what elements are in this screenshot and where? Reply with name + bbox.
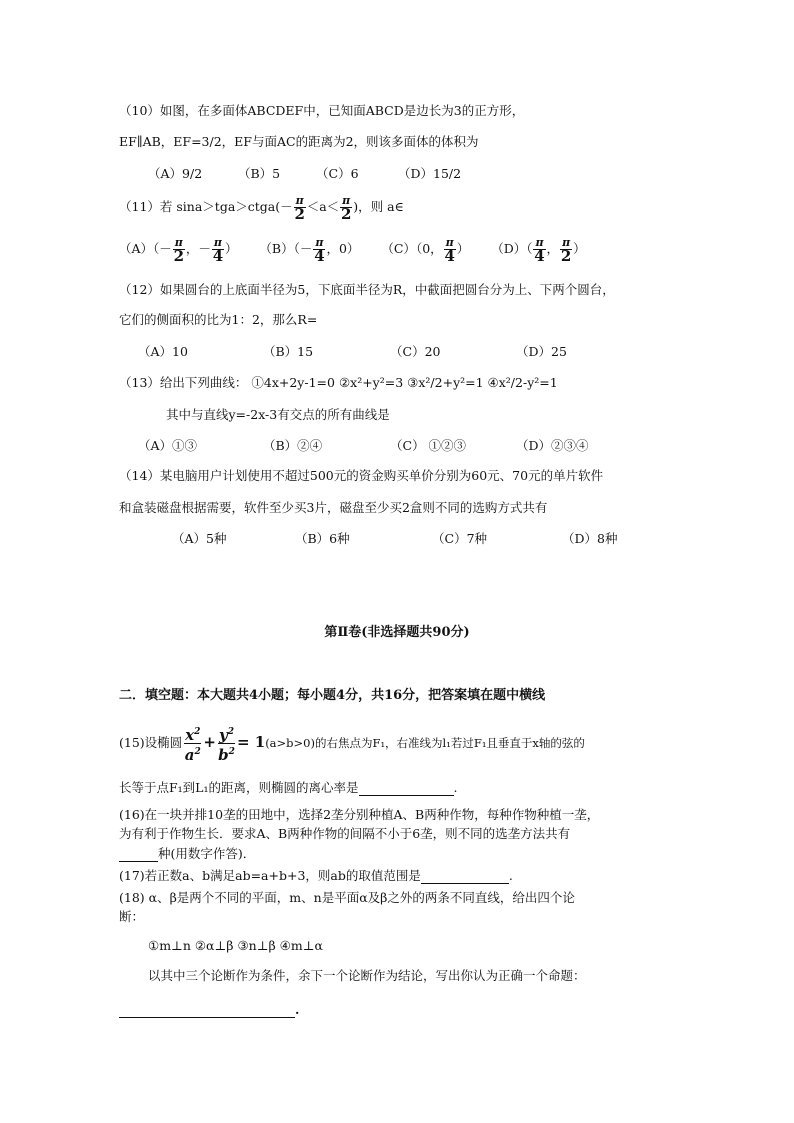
answer-blank-16[interactable] bbox=[119, 849, 158, 862]
q13-option-c: （C） ①②③ bbox=[390, 438, 467, 453]
q12-option-d: （D）25 bbox=[516, 344, 567, 359]
q14-line2: 和盒装磁盘根据需要，软件至少买3片，磁盘至少买2盒则不同的选购方式共有 bbox=[119, 500, 548, 515]
q11-options bbox=[119, 233, 586, 265]
q13-option-a: （A）①③ bbox=[138, 438, 198, 453]
q11-option-a: （A）（－ $\frac{\pi}{2}$ ，－ $\frac{\pi}{4}$ ） bbox=[119, 236, 238, 265]
q12-option-a: （A）10 bbox=[138, 344, 188, 359]
q14-option-d: （D）8种 bbox=[562, 531, 618, 546]
answer-blank-18[interactable] bbox=[119, 1005, 295, 1018]
part2-title: 第Ⅱ卷(非选择题共90分) bbox=[324, 625, 470, 640]
q10-option-b: （B）5 bbox=[238, 166, 281, 181]
equals-one: = 1 bbox=[236, 733, 266, 751]
q15-line2: 长等于点F₁到L₁的距离，则椭圆的离心率是 . bbox=[119, 780, 458, 795]
q15-condition: (a>b>0)的右焦点为F₁，右准线为l₁若过F₁且垂直于x轴的弦的 bbox=[265, 736, 585, 750]
q11-option-b: （B）（－ $\frac{\pi}{4}$ ，0） bbox=[259, 236, 360, 265]
q11-line1 bbox=[119, 191, 404, 223]
q16-line2: 为有利于作物生长．要求A、B两种作物的间隔不小于6垄，则不同的选垄方法共有 bbox=[119, 826, 571, 841]
fraction-pi-over-2: $\frac{\pi}{2}$ bbox=[294, 194, 305, 223]
plus-sign: + bbox=[203, 733, 216, 751]
q12-option-b: （B）15 bbox=[263, 344, 314, 359]
q11-option-d: （D）（ $\frac{\pi}{4}$ ， $\frac{\pi}{2}$ ） bbox=[491, 236, 586, 265]
q10-option-c: （C）6 bbox=[316, 166, 359, 181]
q14-line1: （14）某电脑用户计划使用不超过500元的资金购买单价分别为60元、70元的单片软件 bbox=[119, 468, 604, 483]
answer-blank-17[interactable] bbox=[421, 871, 509, 884]
q13-line2: 其中与直线y=-2x-3有交点的所有曲线是 bbox=[166, 407, 390, 422]
q18-line2: 断： bbox=[119, 909, 145, 924]
q11-prefix: （11）若 sina＞tga＞ctga(－ bbox=[119, 199, 293, 214]
q18-line4: 以其中三个论断作为条件，余下一个论断作为结论，写出你认为正确一个命题： bbox=[148, 968, 586, 983]
q10-line2: EF∥AB，EF=3/2，EF与面AC的距离为2，则该多面体的体积为 bbox=[119, 134, 479, 149]
q11-mid: ＜a＜ bbox=[306, 199, 340, 214]
q15-prefix: (15)设椭圆 bbox=[119, 735, 183, 750]
q12-line2: 它们的侧面积的比为1：2，那么R= bbox=[119, 312, 318, 327]
q10-option-a: （A）9/2 bbox=[148, 166, 203, 181]
section2-heading: 二．填空题：本大题共4小题；每小题4分，共16分，把答案填在题中横线 bbox=[119, 688, 546, 703]
answer-blank-15[interactable] bbox=[359, 783, 454, 796]
q18-conditions: ①m⊥n ②α⊥β ③n⊥β ④m⊥α bbox=[148, 938, 323, 953]
q12-line1: （12）如果圆台的上底面半径为5，下底面半径为R，中截面把圆台分为上、下两个圆台， bbox=[119, 282, 615, 297]
q17-line1: (17)若正数a、b满足ab=a+b+3，则ab的取值范围是 . bbox=[119, 868, 513, 883]
fraction-pi-over-2: $\frac{\pi}{2}$ bbox=[340, 194, 352, 223]
q11-option-c: （C）（0， $\frac{\pi}{4}$ ） bbox=[381, 236, 470, 265]
q16-line3: 种(用数字作答)． bbox=[119, 846, 255, 862]
q10-option-d: （D）15/2 bbox=[398, 166, 462, 181]
q11-suffix: )，则 a∈ bbox=[353, 199, 404, 214]
ellipse-fraction-x: $\frac{x^2}{a^2}$ bbox=[184, 726, 201, 764]
q13-option-b: （B）②④ bbox=[263, 438, 323, 453]
q13-line1: （13）给出下列曲线： ①4x+2y-1=0 ②x²+y²=3 ③x²/2+y²=1 ④x²/2-y²=1 bbox=[119, 375, 558, 390]
q14-option-a: （A）5种 bbox=[172, 531, 227, 546]
q12-option-c: （C）20 bbox=[390, 344, 441, 359]
q18-answer-line: . bbox=[119, 1002, 299, 1018]
q15-line1 bbox=[119, 722, 585, 763]
q10-line1: （10）如图，在多面体ABCDEF中，已知面ABCD是边长为3的正方形， bbox=[119, 103, 525, 118]
q13-option-d: （D）②③④ bbox=[516, 438, 589, 453]
q18-line1: (18) α、β是两个不同的平面，m、n是平面α及β之外的两条不同直线，给出四个论 bbox=[119, 890, 575, 905]
q16-line1: (16)在一块并排10垄的田地中，选择2垄分别种植A、B两种作物，每种作物种植一垄， bbox=[119, 807, 600, 822]
q14-option-b: （B）6种 bbox=[295, 531, 350, 546]
ellipse-fraction-y: $\frac{y^2}{b^2}$ bbox=[218, 726, 235, 764]
q14-option-c: （C）7种 bbox=[432, 531, 488, 546]
